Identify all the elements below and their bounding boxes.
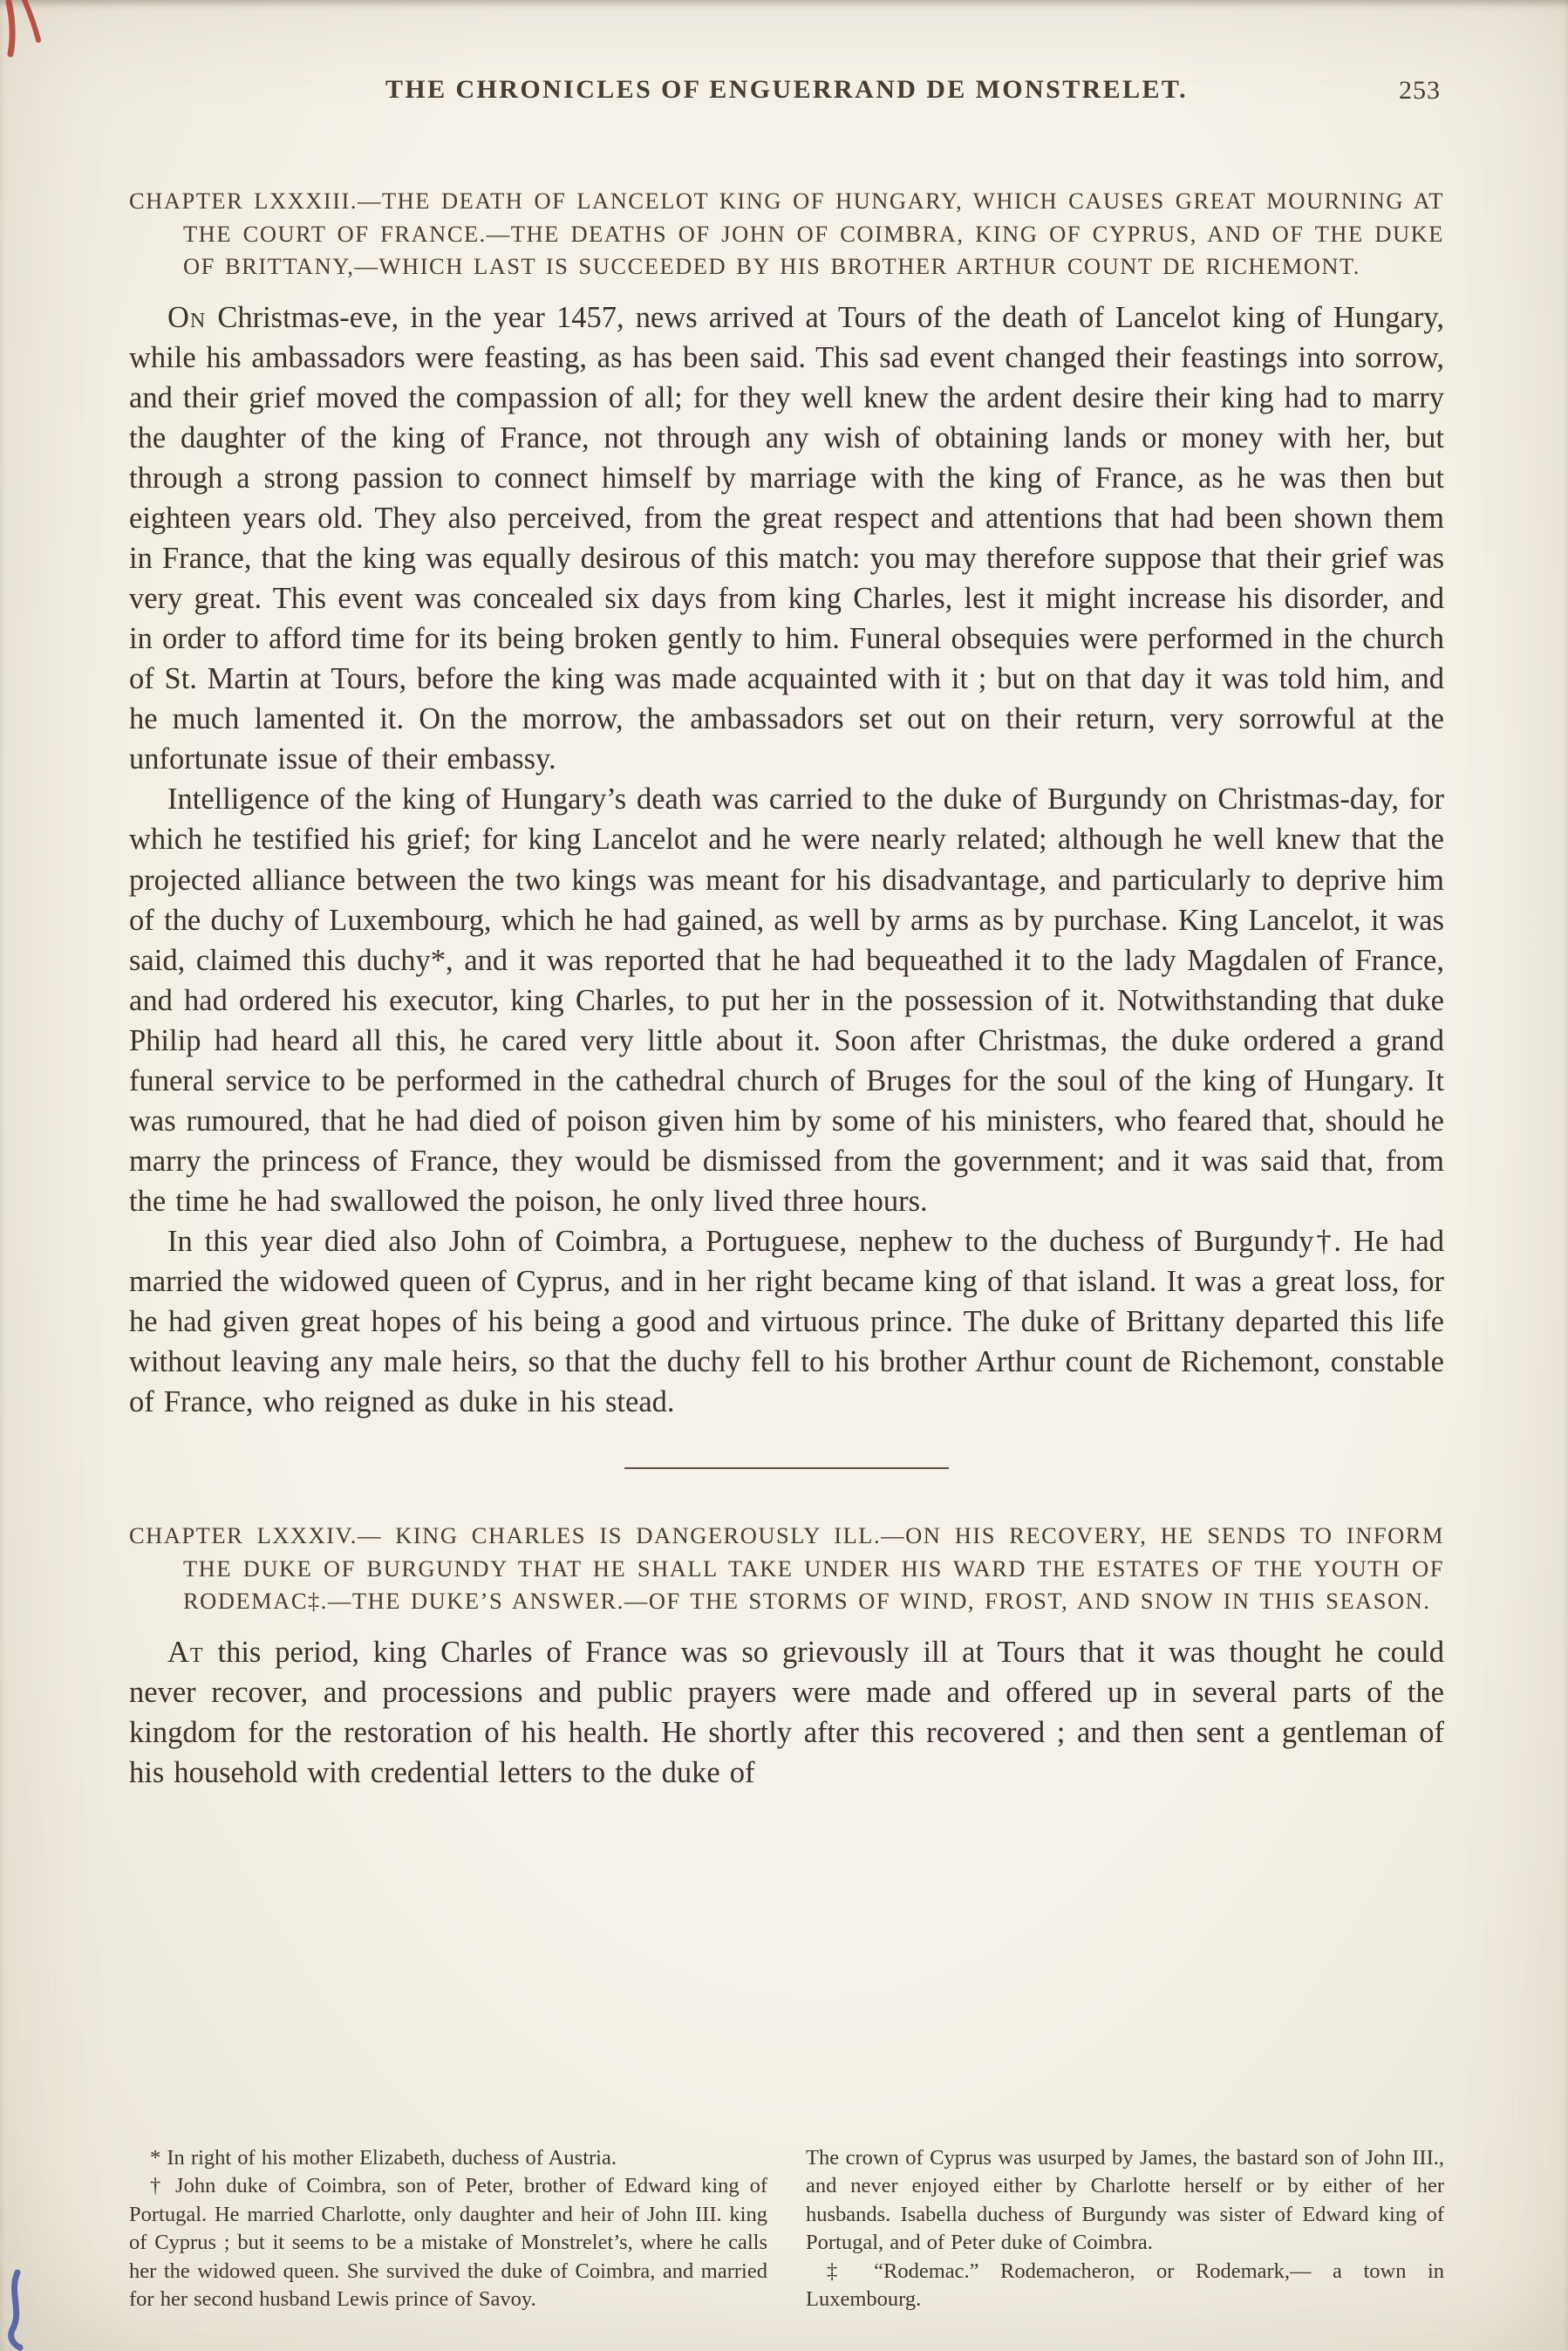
footnote-asterisk: * In right of his mother Elizabeth, duchess of Austria. xyxy=(150,2145,617,2170)
chapter-lxxxiv xyxy=(129,1520,1444,1793)
section-divider xyxy=(624,1467,949,1469)
blue-pen-stroke xyxy=(11,2272,20,2348)
footnote-column-left xyxy=(129,2144,767,2314)
footnotes xyxy=(129,2118,1444,2314)
paragraph-text: Christmas-eve, in the year 1457, news arrived at Tours of the death of Lancelot king of Hungary, while his ambassadors were feasting, as has been said. This sad event changed their feastings into sorrow, and their grief moved the compassion of all; for they well knew the ardent desire their king had to marry the daughter of the king of France, not through any wish of obtaining lands or money with her, but through a strong passion to connect himself by marriage with the king of France, as he was then but eighteen years old. They also perceived, from the great respect and attentions that had been shown them in France, that the king was equally desirous of this match: you may therefore suppose that their grief was very great. This event was concealed six days from king Charles, lest it might increase his disorder, and in order to afford time for its being broken gently to him. Funeral obsequies were performed in the church of St. Martin at Tours, before the king was made acquainted with it ; but on that day it was told him, and he much lamented it. On the morrow, the ambassadors set out on their return, very sorrowful at the unfortunate issue of their embassy. xyxy=(129,300,1444,776)
red-pen-stroke xyxy=(9,2,12,54)
footnote-column-right xyxy=(806,2144,1444,2314)
paragraph-text: Intelligence of the king of Hungary’s death was carried to the duke of Burgundy on Christmas-day, for which he testified his grief; for king Lancelot and he were nearly related; although he well knew that the projected alliance between the two kings was meant for his disadvantage, and particularly to deprive him of the duchy of Luxembourg, which he had gained, as well by arms as by purchase. King Lancelot, it was said, claimed this duchy*, and it was reported that he had bequeathed it to the lady Magdalen of France, and had ordered his executor, king Charles, to put her in the possession of it. Notwithstanding that duke Philip had heard all this, he cared very little about it. Soon after Christmas, the duke ordered a grand funeral service to be performed in the cathedral church of Bruges for the soul of the king of Hungary. It was rumoured, that he had died of poison given him by some of his ministers, who feared that, should he marry the princess of France, they would be dismissed from the government; and it was said that, from the time he had swallowed the poison, he only lived three hours. xyxy=(129,783,1444,1218)
red-pen-mark xyxy=(0,0,56,68)
chapter-lxxxiv-heading: CHAPTER LXXXIV.— KING CHARLES IS DANGEROUSLY ILL.—ON HIS RECOVERY, HE SENDS TO INFORM THE DUKE OF BURGUNDY THAT HE SHALL TAKE UNDER HIS WARD THE ESTATES OF THE YOUTH OF RODEMAC‡.—THE DUKE’S ANSWER.—OF THE STORMS OF WIND, FROST, AND SNOW IN THIS SEASON. xyxy=(129,1522,1444,1615)
footnote-dagger: † John duke of Coimbra, son of Peter, brother of Edward king of Portugal. He married Charlotte, only daughter and heir of John III. king of Cyprus ; but it seems to be a mistake of Monstrelet’s, where he calls her the widowed queen. She survived the duke of Coimbra, and married for her second husband Lewis prince of Savoy. xyxy=(129,2174,767,2312)
paragraph xyxy=(129,297,1444,780)
running-header xyxy=(129,75,1444,105)
footnote-continuation: The crown of Cyprus was usurped by James, the bastard son of John III., and never enjoyed either by Charlotte herself or by either of her husbands. Isabella duchess of Burgundy was sister of Edward king of Portugal, and of Peter duke of Coimbra. xyxy=(806,2145,1444,2255)
blue-pen-mark xyxy=(0,2269,49,2351)
page-number: 253 xyxy=(1399,76,1441,105)
chapter-lxxxiii-heading: CHAPTER LXXXIII.—THE DEATH OF LANCELOT KING OF HUNGARY, WHICH CAUSES GREAT MOURNING AT THE COURT OF FRANCE.—THE DEATHS OF JOHN OF COIMBRA, KING OF CYPRUS, AND OF THE DUKE OF BRITTANY,—WHICH LAST IS SUCCEEDED BY HIS BROTHER ARTHUR COUNT DE RICHEMONT. xyxy=(129,188,1444,280)
footnote-double-dagger: ‡ “Rodemac.” Rodemacheron, or Rodemark,— a town in Luxembourg. xyxy=(806,2259,1444,2312)
page-title: THE CHRONICLES OF ENGUERRAND DE MONSTRELET. xyxy=(385,75,1188,104)
red-pen-stroke xyxy=(24,0,38,40)
lead-word: On xyxy=(167,300,207,334)
paragraph-text: In this year died also John of Coimbra, a Portuguese, nephew to the duchess of Burgundy†. He had married the widowed queen of Cyprus, and in her right became king of that island. It was a great loss, for he had given great hopes of his being a good and virtuous prince. The duke of Brittany departed this life without leaving any male heirs, so that the duchy fell to his brother Arthur count de Richemont, constable of France, who reigned as duke in his stead. xyxy=(129,1224,1444,1419)
lead-word: At xyxy=(167,1636,204,1670)
paragraph xyxy=(129,779,1444,1221)
chapter-lxxxiii xyxy=(129,185,1444,1422)
paragraph-text: this period, king Charles of France was so grievously ill at Tours that it was thought he could never recover, and processions and public prayers were made and offered up in several parts of the kingdom for the restoration of his health. He shortly after this recovered ; and then sent a gentleman of his household with credential letters to the duke of xyxy=(129,1636,1444,1790)
paragraph xyxy=(129,1221,1444,1422)
paragraph xyxy=(129,1632,1444,1793)
